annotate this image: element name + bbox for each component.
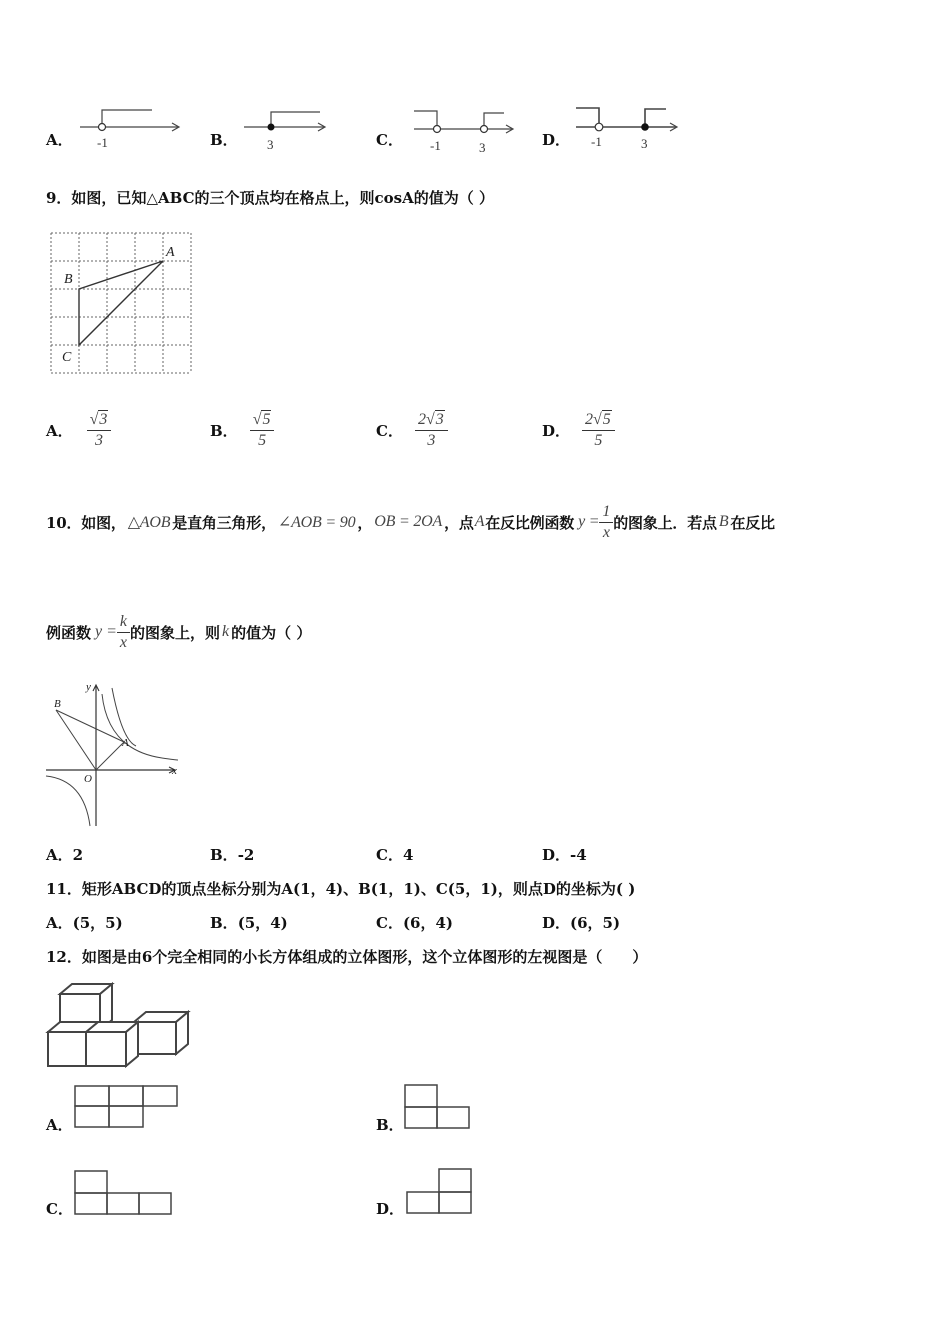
q9-vertex-c: C bbox=[62, 350, 72, 365]
q12-option-d-label[interactable]: D． bbox=[376, 1200, 405, 1218]
q9-option-a[interactable] bbox=[46, 404, 111, 456]
q12-option-c-label[interactable]: C． bbox=[46, 1200, 73, 1218]
q12-stem: 12．如图是由6个完全相同的小长方体组成的立体图形，这个立体图形的左视图是（ ） bbox=[46, 948, 648, 966]
q10-fraction-1-over-x: $\frac{1}{x}$ bbox=[599, 503, 613, 542]
q11-option-b[interactable]: B．(5，4) bbox=[210, 914, 288, 932]
q12-solid-figure bbox=[44, 980, 196, 1070]
q8-option-c-number-line bbox=[410, 104, 520, 156]
q11-option-a[interactable]: A．(5，5) bbox=[46, 914, 123, 932]
q12-option-b-label[interactable]: B． bbox=[376, 1116, 404, 1134]
q8-option-d-label: D． bbox=[542, 131, 571, 149]
q10-point-b-label: B bbox=[54, 698, 61, 710]
q9-option-c-label: C． bbox=[376, 421, 403, 440]
q10-axis-x-label: x bbox=[172, 765, 177, 777]
q11-stem: 11．矩形ABCD的顶点坐标分别为A(1，4)、B(1，1)、C(5，1)，则点D的坐标为( ) bbox=[46, 880, 636, 898]
q9-option-b-fraction: $\frac{√5}{5}$ bbox=[250, 411, 275, 450]
q9-triangle bbox=[79, 261, 163, 345]
q9-grid-figure bbox=[48, 230, 196, 378]
q8-option-c-label: C． bbox=[376, 131, 403, 149]
q8-option-d-tick-1: -1 bbox=[591, 134, 602, 149]
q9-option-c-fraction: $\frac{2√3}{3}$ bbox=[415, 411, 448, 450]
q10-option-c[interactable]: C．4 bbox=[376, 846, 414, 864]
q8-option-b-tick: 3 bbox=[267, 137, 274, 152]
q10-point-a-label: A bbox=[122, 737, 129, 749]
q10-origin-label: O bbox=[84, 773, 92, 785]
q9-option-b[interactable] bbox=[210, 404, 274, 456]
q12-option-d-view bbox=[404, 1166, 478, 1218]
q11-option-d[interactable]: D．(6，5) bbox=[542, 914, 621, 932]
q9-vertex-a: A bbox=[166, 245, 175, 260]
q8-option-a-label: A． bbox=[46, 131, 73, 149]
q9-option-d-label: D． bbox=[542, 421, 571, 440]
q8-option-c-tick-1: -1 bbox=[430, 138, 441, 153]
q10-stem-line-2: 例函数 y = $\frac{k}{x}$ 的图象上，则 k 的值为（ ） bbox=[46, 612, 312, 651]
q9-stem: 9．如图，已知△ABC的三个顶点均在格点上，则cosA的值为（ ） bbox=[46, 189, 494, 207]
q10-axis-y-label: y bbox=[86, 681, 91, 693]
q9-option-a-label: A． bbox=[46, 421, 73, 440]
q10-graph-figure bbox=[44, 680, 184, 828]
q10-option-a[interactable]: A．2 bbox=[46, 846, 84, 864]
q9-option-d-fraction: $\frac{2√5}{5}$ bbox=[582, 411, 615, 450]
q9-option-c[interactable] bbox=[376, 404, 448, 456]
q8-option-b-label: B． bbox=[210, 131, 238, 149]
q8-option-a-tick: -1 bbox=[97, 135, 108, 150]
q12-option-c-view bbox=[72, 1168, 178, 1218]
q10-option-d[interactable]: D．-4 bbox=[542, 846, 587, 864]
q11-option-c[interactable]: C．(6，4) bbox=[376, 914, 454, 932]
q10-fraction-k-over-x: $\frac{k}{x}$ bbox=[117, 613, 130, 652]
q8-option-d-tick-2: 3 bbox=[641, 136, 648, 151]
q9-option-a-fraction: $\frac{√3}{3}$ bbox=[87, 411, 112, 450]
q9-vertex-b: B bbox=[64, 272, 73, 287]
q10-option-b[interactable]: B．-2 bbox=[210, 846, 255, 864]
q8-option-d-number-line bbox=[572, 100, 684, 152]
q8-option-a-number-line bbox=[76, 102, 186, 154]
q9-option-b-label: B． bbox=[210, 421, 238, 440]
q8-option-b-number-line bbox=[240, 104, 332, 154]
q12-option-a-view bbox=[72, 1084, 182, 1132]
q9-option-d[interactable] bbox=[542, 404, 615, 456]
q8-option-c-tick-2: 3 bbox=[479, 140, 486, 155]
q12-option-a-label[interactable]: A． bbox=[46, 1116, 73, 1134]
q12-option-b-view bbox=[402, 1082, 476, 1132]
q10-stem-line-1: 10．如图， △AOB 是直角三角形， ∠AOB = 90 ， OB = 2OA ，点 A 在反比例函数 y = $\frac{1}{x}$ 的图象上．若点 B 在反比 bbox=[46, 502, 775, 541]
